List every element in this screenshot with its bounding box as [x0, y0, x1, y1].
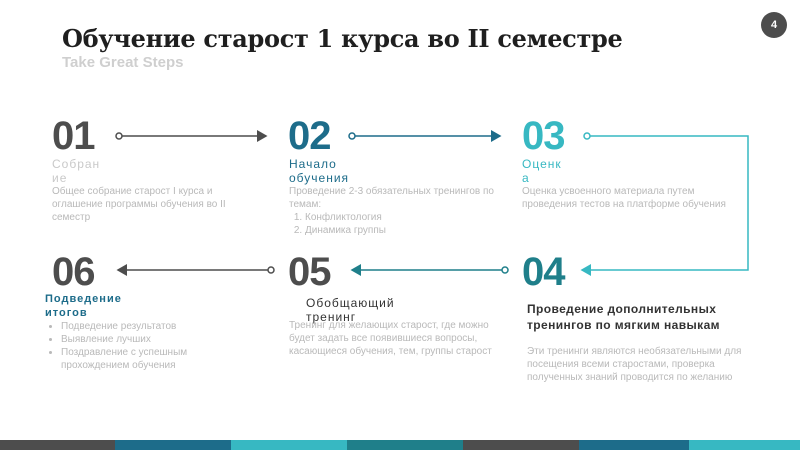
- step-02-label: Начало обучения: [289, 157, 350, 185]
- step-05-label: Обобщающий тренинг: [306, 296, 395, 324]
- bar-segment: [115, 440, 231, 450]
- step-03-description: Оценка усвоенного материала путем проведения тестов на платформе обучения: [522, 186, 726, 210]
- step-01-label: Собран ие: [52, 157, 101, 185]
- step-06-item: • Выявление лучших: [61, 333, 255, 346]
- step-06-item: • Подведение результатов: [61, 320, 255, 333]
- arrow-05-to-06: [118, 267, 274, 273]
- step-04-description: Эти тренинги являются необязательными для посещения всеми старостами, проверка полученных знаний проводится по желанию: [527, 346, 742, 383]
- bar-segment: [0, 440, 115, 450]
- bar-segment: [231, 440, 347, 450]
- arrow-04-to-05: [352, 267, 508, 273]
- step-05-description: Тренинг для желающих старост, где можно будет задать все появившиеся вопросы, касающиеся обучения, тем, группы старост: [289, 320, 492, 357]
- step-06-number: 06: [52, 250, 95, 294]
- arrow-02-to-03: [349, 133, 500, 139]
- step-02-number: 02: [288, 114, 331, 158]
- step-02-description: Проведение 2-3 обязательных тренингов по темам:: [289, 186, 494, 210]
- page-number-badge: 4: [761, 12, 787, 38]
- step-02-item: 1. Конфликтология: [305, 211, 509, 224]
- step-06-list: [45, 320, 255, 372]
- step-01-number: 01: [52, 114, 95, 158]
- step-03-label: Оценк а: [522, 157, 562, 185]
- bar-segment: [689, 440, 800, 450]
- step-03-number: 03: [522, 114, 565, 158]
- step-05-number: 05: [288, 250, 331, 294]
- bottom-color-bar: [0, 440, 800, 450]
- page-title: Обучение старост 1 курса во II семестре: [62, 24, 623, 53]
- step-02-item: 2. Динамика группы: [305, 224, 509, 237]
- bar-segment: [579, 440, 689, 450]
- step-04-label: Проведение дополнительных тренингов по мягким навыкам: [527, 302, 720, 332]
- arrow-01-to-02: [116, 133, 266, 139]
- bar-segment: [463, 440, 579, 450]
- step-06-item: • Поздравление с успешным прохождением обучения: [61, 346, 255, 372]
- page-subtitle: Take Great Steps: [62, 54, 184, 71]
- step-02-description-block: [289, 185, 509, 237]
- step-01-description: Общее собрание старост I курса и оглашение программы обучения во II семестр: [52, 186, 226, 223]
- step-04-number: 04: [522, 250, 565, 294]
- bar-segment: [347, 440, 463, 450]
- step-06-label: Подведение итогов: [45, 293, 122, 319]
